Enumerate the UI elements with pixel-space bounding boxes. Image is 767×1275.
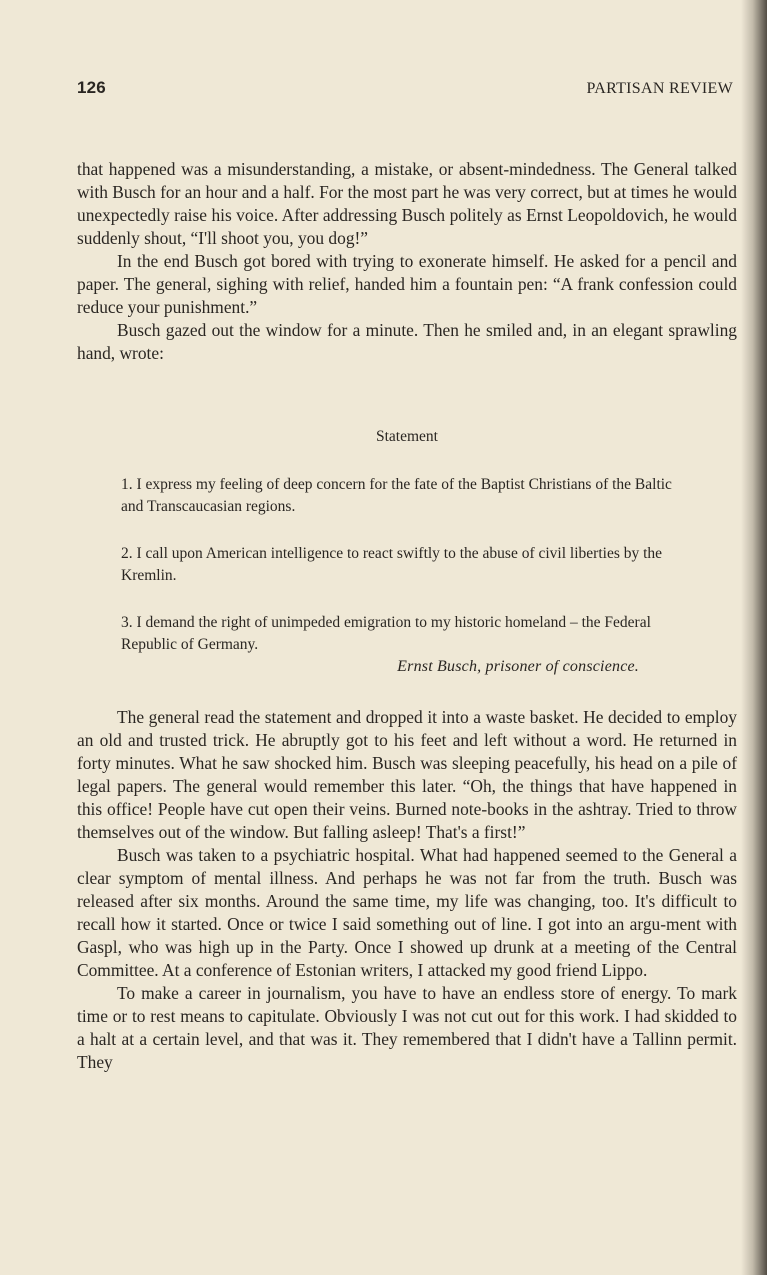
running-head: PARTISAN REVIEW xyxy=(586,80,733,97)
paragraph: To make a career in journalism, you have to have an endless store of energy. To mark time or to rest means to capitulate. Obviously I was not cut out for this work. I had skidded to a halt at a certain level, and that was it. They remembered that I didn't have a Tallinn permit. They xyxy=(77,983,737,1072)
statement-signature: Ernst Busch, prisoner of conscience. xyxy=(397,658,639,675)
paragraph: In the end Busch got bored with trying to exonerate himself. He asked for a pencil and paper. The general, sighing with relief, handed him a fountain pen: “A frank confession could reduce your punishment.” xyxy=(77,251,737,317)
page-number: 126 xyxy=(77,78,106,97)
paragraph: Busch gazed out the window for a minute. Then he smiled and, in an elegant sprawling hand, wrote: xyxy=(77,320,737,363)
paragraph: The general read the statement and dropped it into a waste basket. He decided to employ an old and trusted trick. He abruptly got to his feet and left without a word. He returned in forty minutes. What he saw shocked him. Busch was sleeping peacefully, his head on a pile of legal papers. The general would remember this later. “Oh, the things that have happened in this office! People have cut open their veins. Burned note-books in the ashtray. Tried to throw themselves out of the window. But falling asleep! That's a first!” xyxy=(77,707,737,842)
text-block-bottom xyxy=(77,706,737,1074)
book-spine-shadow xyxy=(741,0,767,1275)
statement-item-2: 2. I call upon American intelligence to react swiftly to the abuse of civil liberties by the Kremlin. xyxy=(121,545,663,584)
paragraph: that happened was a misunderstanding, a mistake, or absent-mindedness. The General talked with Busch for an hour and a half. For the most part he was very correct, but at times he would unexpectedly raise his voice. After addressing Busch politely as Ernst Leopoldovich, he would suddenly shout, “I'll shoot you, you dog!” xyxy=(77,159,737,248)
statement-item-1: 1. I express my feeling of deep concern for the fate of the Baptist Christians of the Baltic and Transcaucasian regions. xyxy=(121,476,672,515)
paragraph: Busch was taken to a psychiatric hospital. What had happened seemed to the General a clear symptom of mental illness. And perhaps he was not far from the truth. Busch was released after six months. Around the same time, my life was changing, too. It's difficult to recall how it started. Once or twice I said something out of line. I got into an argu-ment with Gaspl, who was high up in the Party. Once I showed up drunk at a meeting of the Central Committee. At a conference of Estonian writers, I attacked my good friend Lippo. xyxy=(77,845,737,980)
statement-item-3: 3. I demand the right of unimpeded emigration to my historic homeland – the Federal Republic of Germany. xyxy=(121,614,651,653)
text-block-top xyxy=(77,158,737,365)
statement-title: Statement xyxy=(376,428,438,445)
